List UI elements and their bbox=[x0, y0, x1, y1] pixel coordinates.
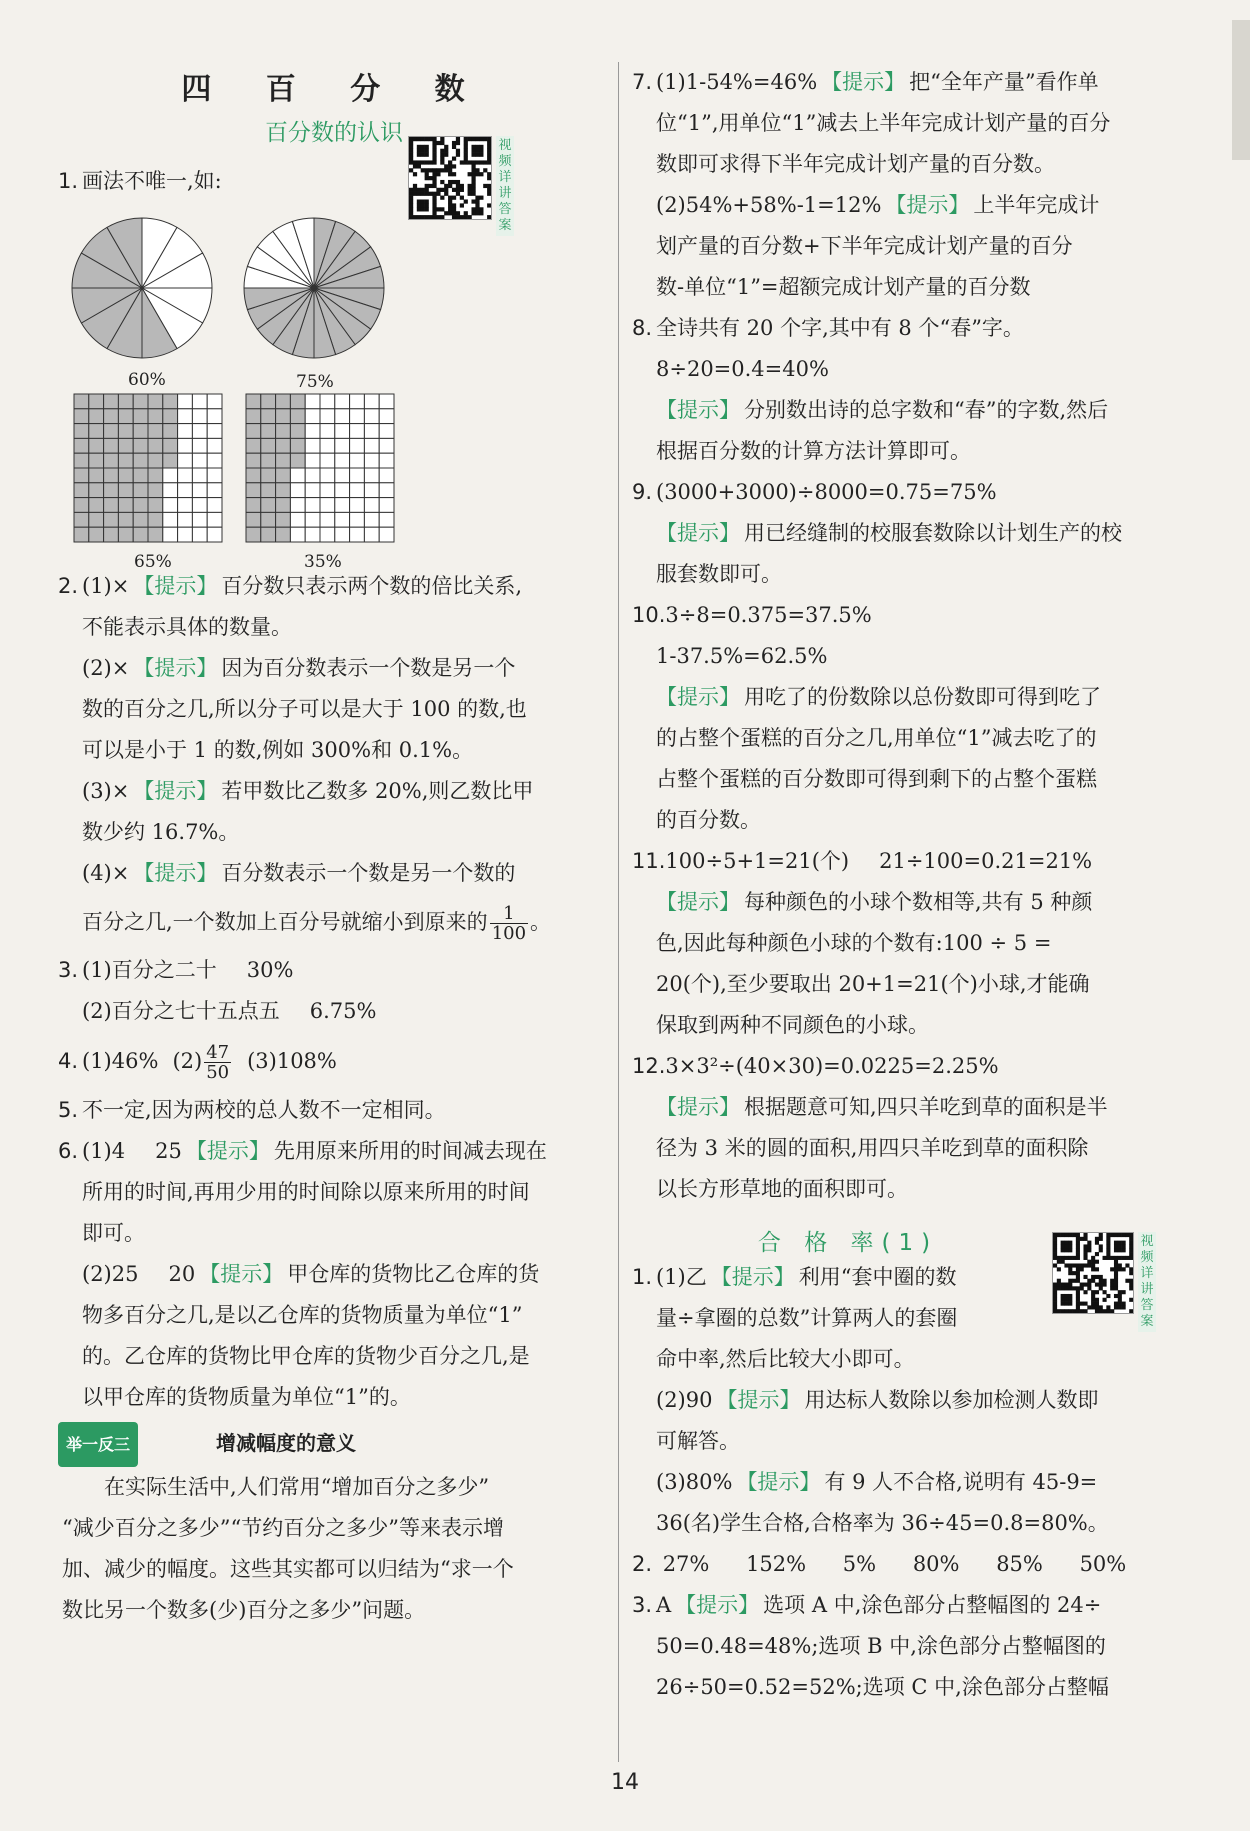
grid-cell bbox=[290, 409, 305, 424]
question-12: 12.3×3²÷(40×30)=0.0225=2.25% 【提示】 根据题意可知,四只羊吃到草的面积是半 径为 3 米的圆的面积,用四只羊吃到草的面积除 以长方形草地的面积即可。 bbox=[632, 1054, 1108, 1201]
grid-cell bbox=[320, 527, 335, 542]
grid-cell bbox=[104, 409, 119, 424]
grid-cell bbox=[335, 424, 350, 439]
grid-cell bbox=[192, 468, 207, 483]
grid-cell bbox=[178, 498, 193, 513]
grid-cell bbox=[163, 424, 178, 439]
grid-cell bbox=[74, 453, 89, 468]
grid-cell bbox=[350, 498, 365, 513]
grid-cell bbox=[133, 512, 148, 527]
question-6: 6. (1)4 25 【提示】 先用原来所用的时间减去现在 所用的时间,再用少用的时间除以原来所用的时间 即可。 (2)25 20 【提示】 甲仓库的货物比乙仓库的货 物多百分之几,是以乙仓库的货物质量为单位“1” 的。乙仓库的货物比甲仓库的货物少百分之几,是 以甲仓库的货物质量为单位“1”的。 bbox=[58, 1139, 547, 1409]
grid-cell bbox=[74, 483, 89, 498]
grid-cell bbox=[104, 527, 119, 542]
grid-cell bbox=[89, 498, 104, 513]
grid-cell bbox=[192, 453, 207, 468]
grid-cell bbox=[89, 453, 104, 468]
question-4: 4. (1)46% (2) $\frac{47}{50}$ (3)108% bbox=[58, 1042, 337, 1083]
grid-cell bbox=[364, 483, 379, 498]
grid-cell bbox=[133, 424, 148, 439]
grid-cell bbox=[74, 394, 89, 409]
grid-cell bbox=[290, 468, 305, 483]
grid-cell bbox=[246, 498, 261, 513]
pie-chart-75 bbox=[244, 218, 384, 358]
grid-cell bbox=[276, 453, 291, 468]
pie1-caption: 60% bbox=[128, 370, 166, 390]
grid-cell bbox=[89, 409, 104, 424]
grid-cell bbox=[290, 453, 305, 468]
grid-cell bbox=[74, 424, 89, 439]
grid-cell bbox=[178, 394, 193, 409]
grid-cell bbox=[246, 424, 261, 439]
grid-cell bbox=[207, 498, 222, 513]
grid-cell bbox=[335, 498, 350, 513]
grid-cell bbox=[148, 424, 163, 439]
grid-cell bbox=[192, 424, 207, 439]
question-9: 9. (3000+3000)÷8000=0.75=75% 【提示】 用已经缝制的校服套数除以计划生产的校 服套数即可。 bbox=[632, 480, 1122, 586]
grid-cell bbox=[350, 394, 365, 409]
grid-cell bbox=[74, 438, 89, 453]
grid-cell bbox=[192, 527, 207, 542]
grid-cell bbox=[305, 394, 320, 409]
section-2 bbox=[632, 1224, 1194, 1708]
grid-cell bbox=[320, 394, 335, 409]
grid-cell bbox=[163, 468, 178, 483]
grid-cell bbox=[207, 424, 222, 439]
s2-question-1: 1. (1)乙 【提示】 利用“套中圈的数 量÷拿圈的总数”计算两人的套圈 命中率,然后比较大小即可。 (2)90 【提示】 用达标人数除以参加检测人数即 可解答。 (3)80% 【提示】 有 9 人不合格,说明有 45-9= 36(名)学生合格,合格率为 36÷45=0.8=80%。 bbox=[632, 1265, 1109, 1535]
grid-cell bbox=[350, 424, 365, 439]
grid-cell bbox=[148, 527, 163, 542]
grid-cell bbox=[178, 483, 193, 498]
grid-cell bbox=[192, 498, 207, 513]
grid-cell bbox=[148, 498, 163, 513]
qr-code-icon-2[interactable] bbox=[1052, 1232, 1134, 1314]
grid-cell bbox=[335, 527, 350, 542]
grid-cell bbox=[350, 453, 365, 468]
grid-cell bbox=[364, 527, 379, 542]
grid-cell bbox=[104, 468, 119, 483]
grid-cell bbox=[261, 498, 276, 513]
grid-cell bbox=[148, 512, 163, 527]
grid-cell bbox=[305, 438, 320, 453]
grid1-caption: 65% bbox=[134, 552, 172, 572]
grid-cell bbox=[290, 512, 305, 527]
grid-cell bbox=[276, 527, 291, 542]
grid-cell bbox=[133, 409, 148, 424]
grid-cell bbox=[305, 453, 320, 468]
column-divider bbox=[618, 62, 619, 1762]
grid-cell bbox=[379, 498, 394, 513]
question-7: 7. (1)1-54%=46% 【提示】 把“全年产量”看作单 位“1”,用单位“1”减去上半年完成计划产量的百分 数即可求得下半年完成计划产量的百分数。 (2)54%+58%-1=12% 【提示】 上半年完成计 划产量的百分数+下半年完成计划产量的百分 数-单位“1”=超额完成计划产量的百分数 bbox=[632, 70, 1111, 299]
grid-cell bbox=[207, 453, 222, 468]
grid-cell bbox=[163, 394, 178, 409]
grid-cell bbox=[305, 409, 320, 424]
grid-cell bbox=[261, 527, 276, 542]
grid-cell bbox=[364, 453, 379, 468]
grid-cell bbox=[246, 409, 261, 424]
grid-cell bbox=[148, 409, 163, 424]
grid-cell bbox=[89, 512, 104, 527]
qr-label: 视频详讲答案 bbox=[496, 136, 514, 236]
grid-cell bbox=[320, 409, 335, 424]
grid-cell bbox=[305, 483, 320, 498]
grid-cell bbox=[290, 483, 305, 498]
grid-cell bbox=[148, 453, 163, 468]
grid-cell bbox=[305, 512, 320, 527]
grid-cell bbox=[305, 527, 320, 542]
grid-cell bbox=[163, 409, 178, 424]
question-8: 8. 全诗共有 20 个字,其中有 8 个“春”字。 8÷20=0.4=40% 【提示】 分别数出诗的总字数和“春”的字数,然后 根据百分数的计算方法计算即可。 bbox=[632, 316, 1109, 463]
grid-cell bbox=[276, 438, 291, 453]
grid-cell bbox=[276, 409, 291, 424]
question-5: 5. 不一定,因为两校的总人数不一定相同。 bbox=[58, 1098, 446, 1122]
grid-cell bbox=[118, 453, 133, 468]
grid-cell bbox=[276, 468, 291, 483]
grid-cell bbox=[163, 527, 178, 542]
question-3: 3. (1)百分之二十 30% (2)百分之七十五点五 6.75% bbox=[58, 958, 377, 1023]
grid-cell bbox=[350, 409, 365, 424]
grid-cell bbox=[133, 453, 148, 468]
grid-cell bbox=[148, 394, 163, 409]
grid-cell bbox=[104, 498, 119, 513]
grid-cell bbox=[207, 394, 222, 409]
grid-cell bbox=[320, 468, 335, 483]
grid-cell bbox=[118, 512, 133, 527]
grid-cell bbox=[276, 512, 291, 527]
grid-cell bbox=[335, 512, 350, 527]
grid-cell bbox=[335, 453, 350, 468]
grid-cell bbox=[178, 409, 193, 424]
grid-cell bbox=[89, 424, 104, 439]
grid-cell bbox=[74, 498, 89, 513]
grid-cell bbox=[133, 527, 148, 542]
grid-cell bbox=[118, 409, 133, 424]
grid-cell bbox=[148, 438, 163, 453]
grid-cell bbox=[89, 527, 104, 542]
grid-cell bbox=[320, 498, 335, 513]
grid-cell bbox=[74, 468, 89, 483]
grid-cell bbox=[290, 394, 305, 409]
grid-cell bbox=[320, 453, 335, 468]
grid-cell bbox=[305, 468, 320, 483]
grid-cell bbox=[133, 483, 148, 498]
grid-cell bbox=[276, 424, 291, 439]
extension-badge: 举一反三 bbox=[58, 1422, 138, 1467]
grid-cell bbox=[207, 438, 222, 453]
page-edge-tab bbox=[1232, 20, 1250, 160]
grid-cell bbox=[192, 394, 207, 409]
grid-cell bbox=[207, 409, 222, 424]
grid-cell bbox=[364, 409, 379, 424]
pie2-caption: 75% bbox=[296, 372, 334, 392]
extension-box: 举一反三 增减幅度的意义 在实际生活中,人们常用“增加百分之多少” “减少百分之多少”“节约百分之多少”等来表示增 加、减少的幅度。这些其实都可以归结为“求一个 数比另一个数多(少)百分之多少”问题。 bbox=[58, 1422, 610, 1631]
grid-cell bbox=[104, 512, 119, 527]
grid-cell bbox=[261, 512, 276, 527]
grid-cell bbox=[74, 409, 89, 424]
grid-cell bbox=[118, 394, 133, 409]
answer-figures bbox=[58, 202, 518, 566]
s2-question-2: 2. 27% 152% 5% 80% 85% 50% bbox=[632, 1552, 1127, 1576]
grid-cell bbox=[379, 453, 394, 468]
grid-cell bbox=[261, 438, 276, 453]
grid-cell bbox=[246, 483, 261, 498]
question-11: 11.100÷5+1=21(个) 21÷100=0.21=21% 【提示】 每种颜色的小球个数相等,共有 5 种颜 色,因此每种颜色小球的个数有:100 ÷ 5 = 20(个),至少要取出 20+1=21(个)小球,才能确 保取到两种不同颜色的小球。 bbox=[632, 849, 1093, 1037]
grid-cell bbox=[192, 512, 207, 527]
grid-cell bbox=[178, 527, 193, 542]
grid-cell bbox=[350, 527, 365, 542]
grid-cell bbox=[118, 483, 133, 498]
qr-label-2: 视频详讲答案 bbox=[1138, 1232, 1156, 1332]
grid-cell bbox=[133, 498, 148, 513]
grid-cell bbox=[104, 483, 119, 498]
grid-cell bbox=[133, 394, 148, 409]
grid-cell bbox=[305, 424, 320, 439]
grid-cell bbox=[276, 394, 291, 409]
grid-cell bbox=[133, 468, 148, 483]
grid-cell bbox=[350, 512, 365, 527]
grid-cell bbox=[379, 424, 394, 439]
grid-cell bbox=[246, 438, 261, 453]
grid-cell bbox=[290, 438, 305, 453]
grid-cell bbox=[163, 498, 178, 513]
grid-cell bbox=[118, 527, 133, 542]
left-column bbox=[58, 62, 610, 1631]
grid-cell bbox=[89, 468, 104, 483]
grid-cell bbox=[148, 468, 163, 483]
grid-cell bbox=[335, 409, 350, 424]
grid-cell bbox=[207, 512, 222, 527]
grid-cell bbox=[379, 483, 394, 498]
grid-cell bbox=[335, 394, 350, 409]
grid-cell bbox=[104, 438, 119, 453]
grid-cell bbox=[246, 394, 261, 409]
grid-cell bbox=[364, 394, 379, 409]
question-1: 1. 画法不唯一,如: bbox=[58, 169, 222, 193]
grid-cell bbox=[364, 438, 379, 453]
grid-cell bbox=[118, 438, 133, 453]
grid-cell bbox=[379, 512, 394, 527]
grid-cell bbox=[74, 512, 89, 527]
grid-cell bbox=[192, 409, 207, 424]
grid-cell bbox=[207, 527, 222, 542]
grid-cell bbox=[118, 498, 133, 513]
grid-cell bbox=[246, 453, 261, 468]
grid-cell bbox=[350, 483, 365, 498]
grid-cell bbox=[261, 394, 276, 409]
grid-cell bbox=[246, 527, 261, 542]
grid-cell bbox=[246, 468, 261, 483]
grid-cell bbox=[104, 453, 119, 468]
grid-cell bbox=[261, 453, 276, 468]
grid-cell bbox=[163, 453, 178, 468]
grid-cell bbox=[364, 498, 379, 513]
grid-cell bbox=[350, 468, 365, 483]
section-title: 百分数的认识 bbox=[265, 120, 403, 146]
grid-35 bbox=[246, 394, 394, 542]
grid-cell bbox=[379, 409, 394, 424]
section-2-title: 合 格 率(1) bbox=[757, 1230, 939, 1256]
right-column bbox=[632, 62, 1194, 1708]
grid-cell bbox=[207, 468, 222, 483]
grid-cell bbox=[163, 512, 178, 527]
grid-cell bbox=[104, 424, 119, 439]
grid-cell bbox=[178, 468, 193, 483]
grid-65 bbox=[74, 394, 222, 542]
grid-cell bbox=[364, 512, 379, 527]
grid-cell bbox=[364, 424, 379, 439]
grid-cell bbox=[261, 424, 276, 439]
grid-cell bbox=[89, 483, 104, 498]
question-10: 10.3÷8=0.375=37.5% 1-37.5%=62.5% 【提示】 用吃了的份数除以总份数即可得到吃了 的占整个蛋糕的百分之几,用单位“1”减去吃了的 占整个蛋糕的百分数即可得到剩下的占整个蛋糕 的百分数。 bbox=[632, 603, 1101, 832]
page-number: 14 bbox=[611, 1770, 639, 1795]
grid-cell bbox=[276, 498, 291, 513]
grid2-caption: 35% bbox=[304, 552, 342, 572]
grid-cell bbox=[192, 483, 207, 498]
grid-cell bbox=[178, 424, 193, 439]
grid-cell bbox=[261, 483, 276, 498]
grid-cell bbox=[379, 527, 394, 542]
grid-cell bbox=[192, 438, 207, 453]
grid-cell bbox=[163, 438, 178, 453]
grid-cell bbox=[379, 438, 394, 453]
grid-cell bbox=[261, 409, 276, 424]
grid-cell bbox=[89, 438, 104, 453]
grid-cell bbox=[320, 424, 335, 439]
grid-cell bbox=[133, 438, 148, 453]
grid-cell bbox=[379, 468, 394, 483]
fraction-1-100: $\frac{1}{100}$ bbox=[491, 903, 527, 944]
grid-cell bbox=[320, 483, 335, 498]
question-2: 2. (1)× 【提示】 百分数只表示两个数的倍比关系, 不能表示具体的数量。 (2)× 【提示】 因为百分数表示一个数是另一个 数的百分之几,所以分子可以是大于 100 的数,也 可以是小于 1 的数,例如 300%和 0.1%。 (3)× 【提示】 若甲数比乙数多 20%,则乙数比甲 数少约 16.7%。 (4)× 【提示】 百分数表示一个数是另一个数的 百分之几,一个数加上百分号就缩小到原来的 $\frac{1}{100}$ 。 bbox=[58, 574, 552, 944]
grid-cell bbox=[178, 512, 193, 527]
grid-cell bbox=[261, 468, 276, 483]
grid-cell bbox=[364, 468, 379, 483]
grid-cell bbox=[290, 527, 305, 542]
grid-cell bbox=[335, 438, 350, 453]
grid-cell bbox=[335, 483, 350, 498]
grid-cell bbox=[104, 394, 119, 409]
grid-cell bbox=[207, 483, 222, 498]
grid-cell bbox=[320, 512, 335, 527]
grid-cell bbox=[74, 527, 89, 542]
grid-cell bbox=[276, 483, 291, 498]
grid-cell bbox=[379, 394, 394, 409]
grid-cell bbox=[89, 394, 104, 409]
grid-cell bbox=[305, 498, 320, 513]
grid-cell bbox=[178, 453, 193, 468]
grid-cell bbox=[290, 424, 305, 439]
grid-cell bbox=[118, 424, 133, 439]
qr-code-icon[interactable] bbox=[408, 136, 492, 220]
grid-cell bbox=[320, 438, 335, 453]
grid-cell bbox=[118, 468, 133, 483]
pie-chart-60 bbox=[72, 218, 212, 358]
s2-question-3: 3. A 【提示】 选项 A 中,涂色部分占整幅图的 24÷ 50=0.48=48%;选项 B 中,涂色部分占整幅图的 26÷50=0.52=52%;选项 C 中,涂色部分占整幅 bbox=[632, 1593, 1109, 1699]
grid-cell bbox=[148, 483, 163, 498]
grid-cell bbox=[290, 498, 305, 513]
grid-cell bbox=[163, 483, 178, 498]
chapter-title: 四 百 分 数 bbox=[181, 72, 487, 107]
grid-cell bbox=[178, 438, 193, 453]
extension-title: 增减幅度的意义 bbox=[216, 1431, 357, 1455]
grid-cell bbox=[350, 438, 365, 453]
grid-cell bbox=[246, 512, 261, 527]
grid-cell bbox=[335, 468, 350, 483]
